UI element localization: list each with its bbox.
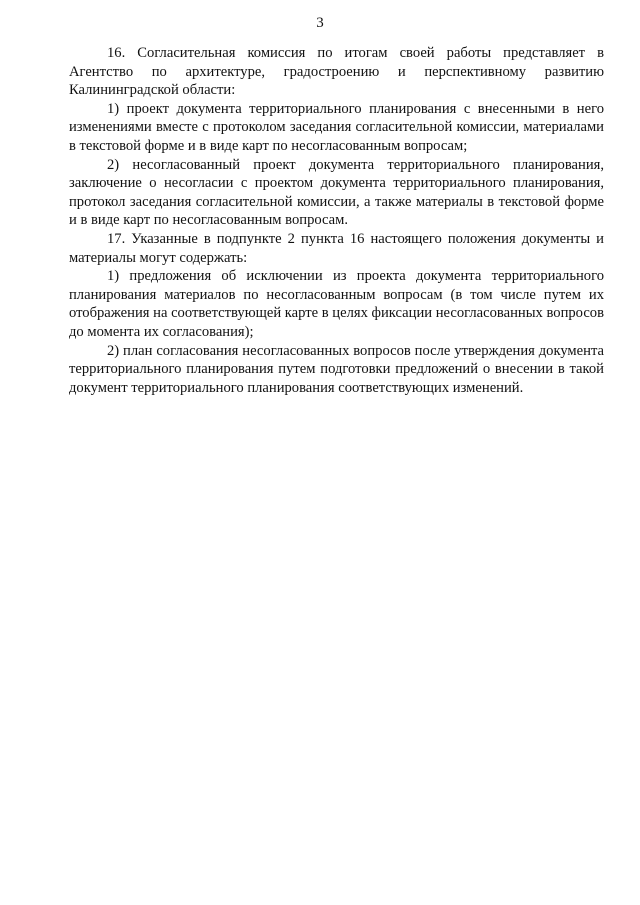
paragraph-16: 16. Согласительная комиссия по итогам своей работы представляет в Агентство по архитектуре, градостроению и перспективному развитию Калининградской области: <box>69 45 604 99</box>
paragraph-16-item-2: 2) несогласованный проект документа территориального планирования, заключение о несогласии с проектом документа территориального планирования, протокол заседания согласительной комиссии, а также материалы в текстовой форме и в виде карт по несогласованным вопросам. <box>69 156 604 229</box>
paragraph-17: 17. Указанные в подпункте 2 пункта 16 настоящего положения документы и материалы могут содержать: <box>69 230 604 266</box>
paragraph-17-item-1: 1) предложения об исключении из проекта документа территориального планирования материалов по несогласованным вопросам (в том числе путем их отображения на соответствующей карте в целях фиксации несогласованных вопросов до момента их согласования); <box>69 268 604 340</box>
page-number: 3 <box>316 15 324 31</box>
document-body <box>69 44 604 397</box>
paragraph-17-item-2: 2) план согласования несогласованных вопросов после утверждения документа территориального планирования путем подготовки предложений о внесении в такой документ территориального планирования соответствующих изменений. <box>69 342 604 396</box>
paragraph-16-item-1: 1) проект документа территориального планирования с внесенными в него изменениями вместе с протоколом заседания согласительной комиссии, материалами в текстовой форме и в виде карт по несогласованным вопросам; <box>69 100 604 154</box>
